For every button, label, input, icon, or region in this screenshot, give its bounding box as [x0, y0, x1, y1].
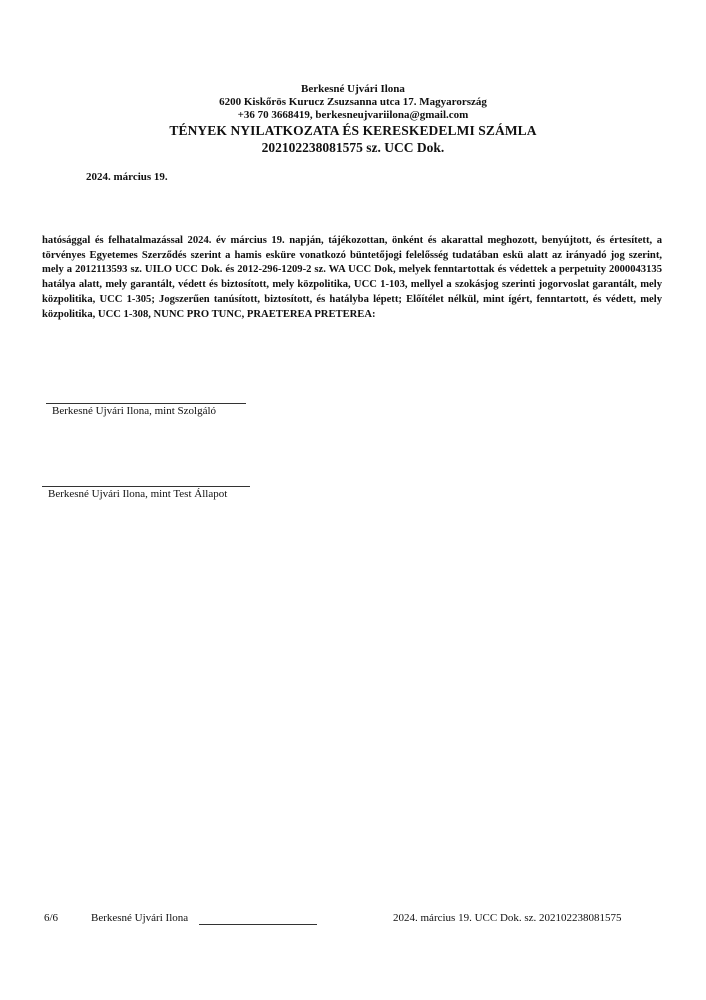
footer-reference: 2024. március 19. UCC Dok. sz. 202102238081575 — [393, 912, 622, 924]
signature-line-servant — [46, 403, 246, 404]
footer-signature-line — [199, 924, 317, 925]
signature-label-servant: Berkesné Ujvári Ilona, mint Szolgáló — [52, 405, 217, 417]
author-address: 6200 Kiskőrös Kurucz Zsuzsanna utca 17. Magyarország — [219, 96, 487, 108]
author-contact: +36 70 3668419, berkesneujvariilona@gmail.com — [237, 109, 469, 121]
page-number: 6/6 — [44, 912, 59, 924]
signature-line-estate — [42, 486, 250, 487]
signature-label-estate: Berkesné Ujvári Ilona, mint Test Állapot — [48, 488, 228, 500]
author-name: Berkesné Ujvári Ilona — [301, 83, 405, 95]
declaration-body: hatósággal és felhatalmazással 2024. év március 19. napján, tájékozottan, önként és akarattal meghozott, benyújtott, és értesített, a törvényes Egyetemes Szerződés szerint a hamis esküre vonatkozó büntetőjogi felelősség tudatában eskü alatt az irányadó jog szerint, mely a 2012113593 sz. UILO UCC Dok. és 2012-296-1209-2 sz. WA UCC Dok, melyek fenntartottak és védettek a perpetuity 2000043135 hatálya alatt, mely garantált, védett és biztosított, mely közpolitika, UCC 1-103, mellyel a szokásjog szerinti jogorvoslat garantált, mely közpolitika, UCC 1-305; Jogszerűen tanúsított, biztosított, és hatályba lépett; Előítélet nélkül, mint ígért, fenntartott, és védett, mely közpolitika, UCC 1-308, NUNC PRO TUNC, PRAETEREA PRETEREA: — [42, 235, 662, 320]
footer-name: Berkesné Ujvári Ilona — [91, 912, 189, 924]
document-title: TÉNYEK NYILATKOZATA ÉS KERESKEDELMI SZÁMLA — [169, 123, 537, 138]
document-number: 202102238081575 sz. UCC Dok. — [261, 140, 445, 155]
document-date: 2024. március 19. — [86, 171, 168, 183]
